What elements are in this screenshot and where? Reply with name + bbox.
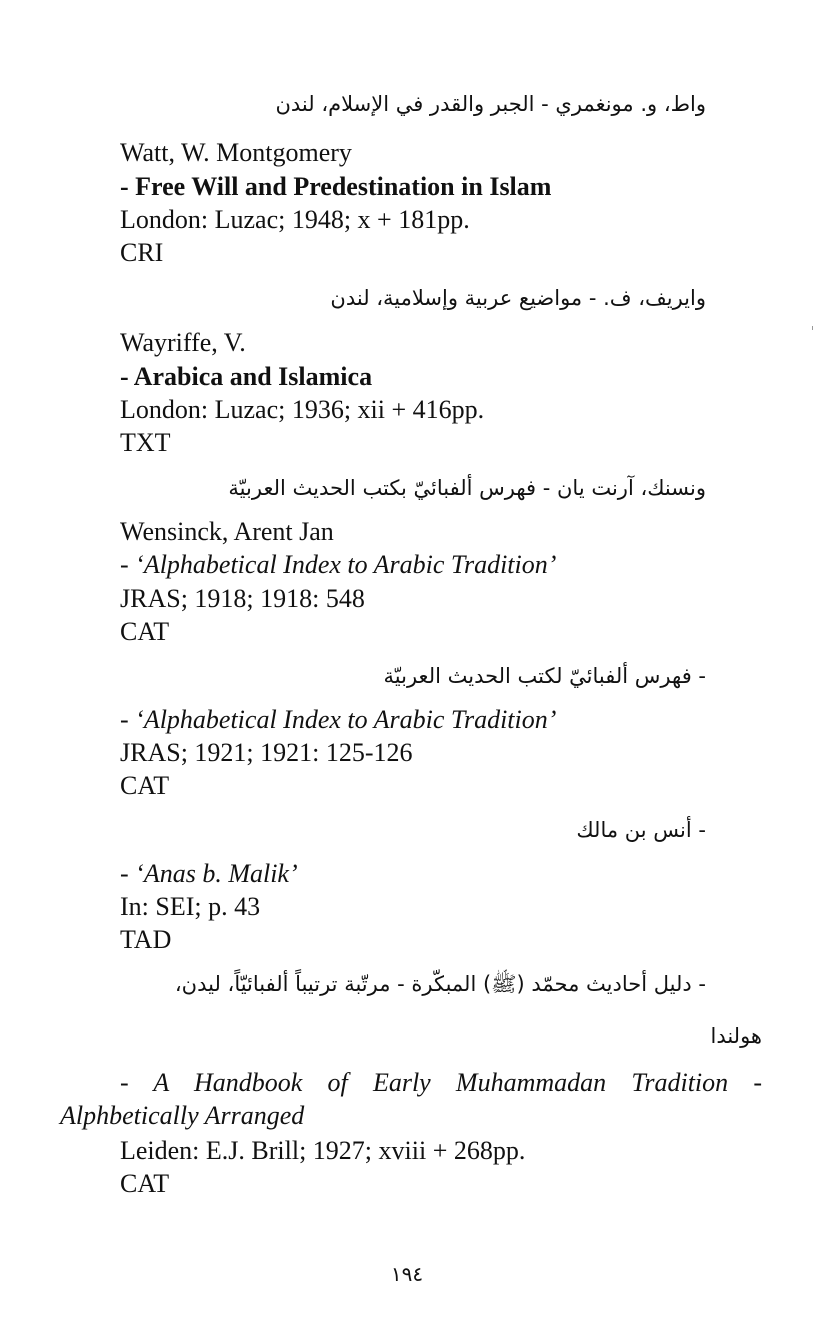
- entry-code: CRI: [120, 238, 164, 267]
- entry-publication: London: Luzac; 1936; xii + 416pp.: [120, 395, 485, 424]
- entry-author: Watt, W. Montgomery: [120, 138, 352, 167]
- entry-publication: Leiden: E.J. Brill; 1927; xviii + 268pp.: [120, 1136, 526, 1165]
- entry-title: - ‘Anas b. Malik’: [120, 859, 298, 888]
- entry-author: Wensinck, Arent Jan: [120, 517, 334, 546]
- entry-title-line: Alphbetically Arranged: [60, 1101, 305, 1130]
- entry-publication: JRAS; 1918; 1918: 548: [120, 584, 365, 613]
- entry-code: TAD: [120, 925, 172, 954]
- entry-title: - ‘Alphabetical Index to Arabic Tradition’: [120, 705, 557, 734]
- entry-author: Wayriffe, V.: [120, 328, 246, 357]
- entry-publication: London: Luzac; 1948; x + 181pp.: [120, 205, 470, 234]
- entry-title-line: - A Handbook of Early Muhammadan Tradition -: [120, 1068, 762, 1097]
- arabic-entry-heading: - فهرس ألفبائيّ لكتب الحديث العربيّة: [383, 664, 706, 688]
- arabic-entry-heading: - دليل أحاديث محمّد (ﷺ) المبكّرة - مرتّبة ترتيباً ألفبائيّاً، ليدن،: [174, 972, 706, 996]
- entry-publication: In: SEI; p. 43: [120, 892, 261, 921]
- entry-title: - Free Will and Predestination in Islam: [120, 172, 552, 201]
- entry-code: CAT: [120, 1169, 170, 1198]
- entry-code: CAT: [120, 771, 170, 800]
- arabic-entry-heading: وايريف، ف. - مواضيع عربية وإسلامية، لندن: [330, 286, 706, 310]
- arabic-entry-heading: ونسنك، آرنت يان - فهرس ألفبائيّ بكتب الحديث العربيّة: [228, 476, 706, 500]
- entry-title: - ‘Alphabetical Index to Arabic Tradition’: [120, 550, 557, 579]
- scan-mark: [812, 326, 813, 330]
- entry-title: - Arabica and Islamica: [120, 362, 373, 391]
- arabic-entry-heading: واط، و. مونغمري - الجبر والقدر في الإسلام، لندن: [275, 92, 706, 116]
- entry-code: CAT: [120, 617, 170, 646]
- entry-publication: JRAS; 1921; 1921: 125-126: [120, 738, 413, 767]
- arabic-entry-heading-continuation: هولندا: [710, 1024, 762, 1048]
- entry-code: TXT: [120, 428, 171, 457]
- page-number: ١٩٤: [390, 1262, 424, 1286]
- arabic-entry-heading: - أنس بن مالك: [576, 818, 706, 842]
